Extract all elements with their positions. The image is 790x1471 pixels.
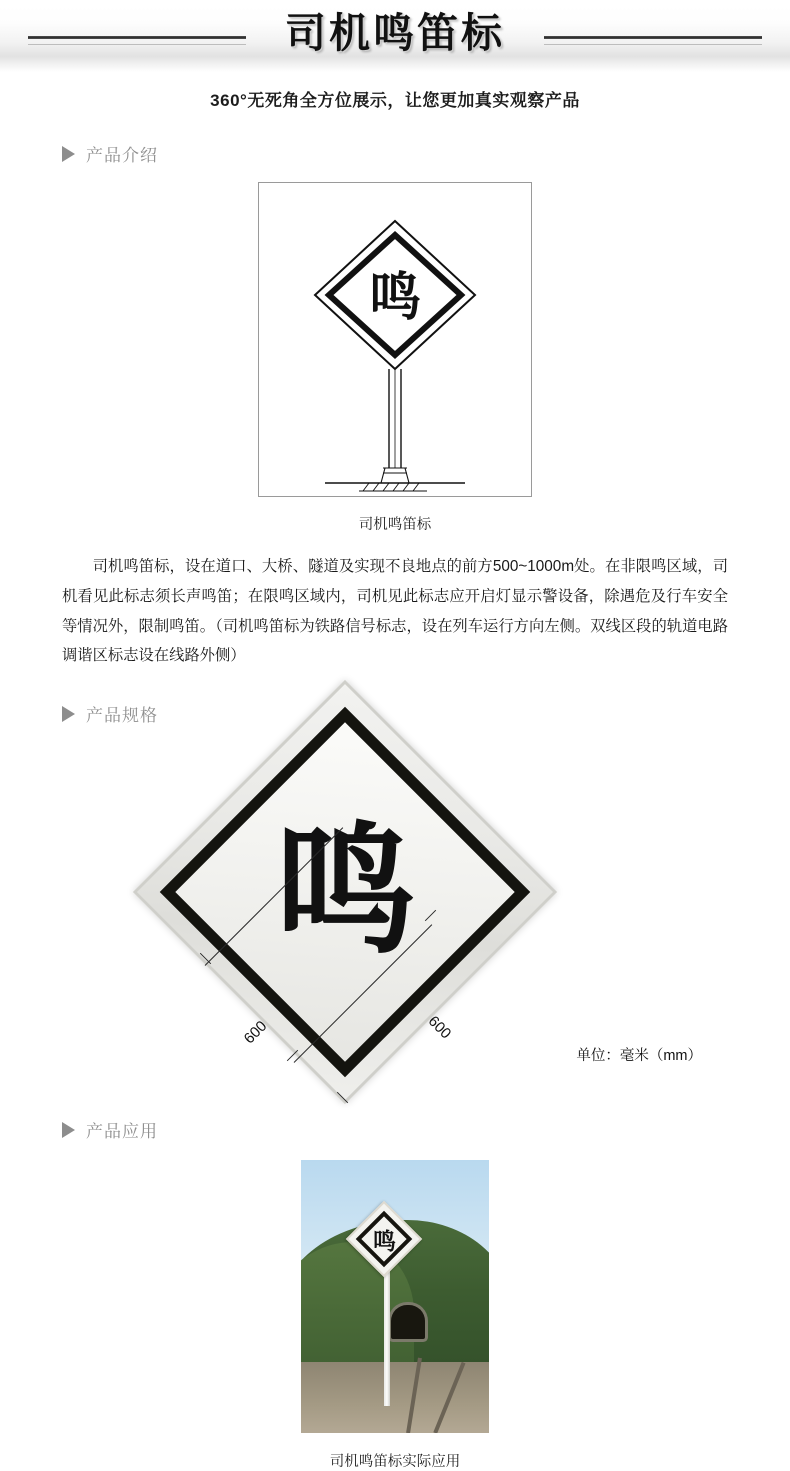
svg-text:鸣: 鸣 xyxy=(368,268,422,328)
section-title-intro: 产品介绍 xyxy=(86,146,158,165)
triangle-right-icon xyxy=(62,146,75,162)
figure-line-drawing-wrap xyxy=(0,182,790,501)
figure-spec-wrap xyxy=(0,732,790,1087)
spec-unit-note: 单位：毫米（mm） xyxy=(576,1048,702,1065)
figure-application-photo xyxy=(301,1160,489,1433)
section-heading-spec xyxy=(62,701,790,726)
section-title-spec: 产品规格 xyxy=(86,706,158,726)
intro-paragraph: 司机鸣笛标，设在道口、大桥、隧道及实现不良地点的前方500~1000m处。在非限鸣区域，司机看见此标志须长声鸣笛；在限鸣区域内，司机见此标志应开启灯显示警设备，除遇危及行车安全等情况外，限制鸣笛。（司机鸣笛标为铁路信号标志，设在列车运行方向左侧。双线区段的轨道电路调谐区标志设在线路外侧） xyxy=(62,558,728,665)
figure-line-drawing xyxy=(258,182,532,497)
section-title-application: 产品应用 xyxy=(86,1122,158,1142)
triangle-right-icon xyxy=(62,1122,75,1138)
triangle-right-icon xyxy=(62,706,75,722)
page-title: 司机鸣笛标 xyxy=(285,10,505,56)
section-heading-intro xyxy=(62,141,790,166)
page-header xyxy=(0,0,790,78)
sign-line-drawing-svg xyxy=(259,183,531,496)
dimension-label-right: 600 xyxy=(424,1012,455,1043)
section-heading-application xyxy=(62,1117,790,1142)
figure-caption-intro: 司机鸣笛标 xyxy=(358,517,432,533)
spec-sign-glyph: 鸣 xyxy=(274,809,416,975)
page-subtitle: 360°无死角全方位展示，让您更加真实观察产品 xyxy=(210,91,580,110)
photo-sign-glyph: 鸣 xyxy=(372,1228,396,1255)
figure-application-wrap xyxy=(0,1160,790,1438)
figure-caption-application: 司机鸣笛标实际应用 xyxy=(329,1454,461,1471)
photo-tunnel-portal xyxy=(391,1305,425,1339)
dimension-label-left: 600 xyxy=(240,1017,271,1048)
page-subtitle-wrap xyxy=(0,78,790,111)
